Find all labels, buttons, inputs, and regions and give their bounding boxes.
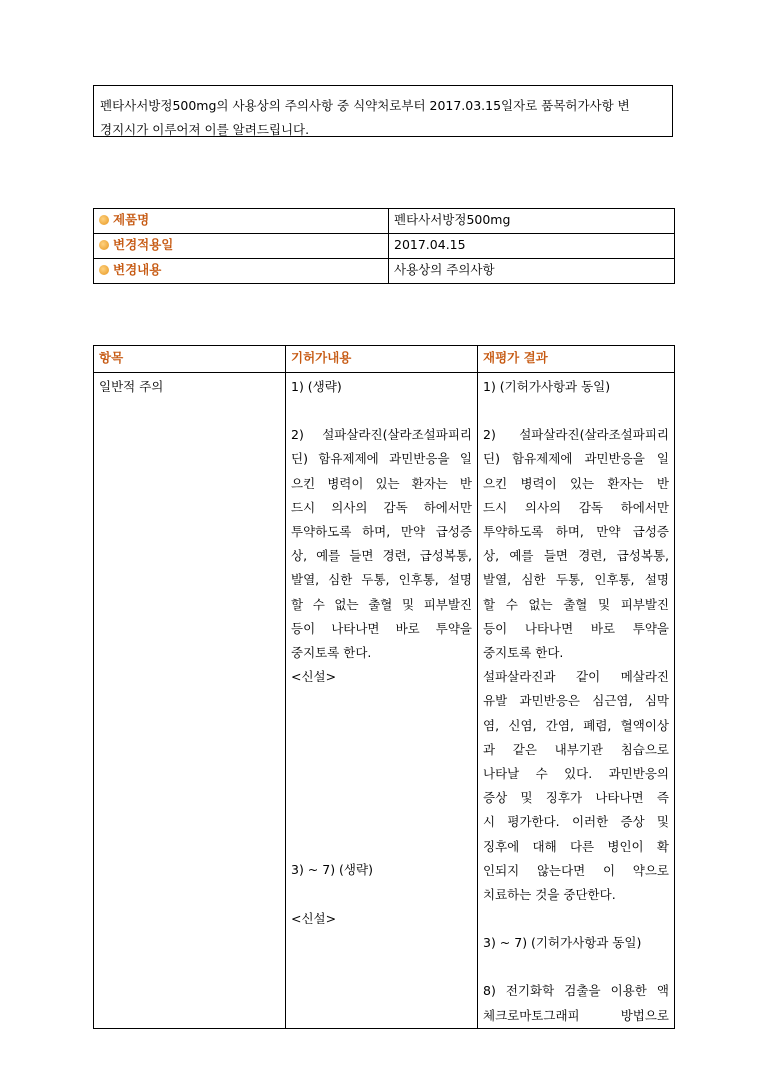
notice-line-1: 펜타사서방정500mg의 사용상의 주의사항 중 식약처로부터 2017.03.15일자로 품목허가사항 변: [100, 98, 630, 113]
reeval-add-line: 나타날 수 있다. 과민반응의: [483, 766, 669, 782]
approved-new-1: <신설>: [291, 669, 337, 685]
info-row-content: [94, 259, 675, 284]
header-approved: 기허가내용: [286, 346, 478, 373]
approved-p2-line: 딘) 함유제제에 과민반응을 일: [291, 451, 472, 467]
approved-p2-line: 상, 예를 들면 경련, 급성복통,: [291, 548, 472, 564]
reeval-p2-line: 드시 의사의 감독 하에서만: [483, 499, 669, 515]
info-value-product: 펜타사서방정500mg: [389, 209, 675, 234]
reeval-p2-last: 중지토록 한다.: [483, 645, 564, 661]
bullet-icon: [99, 240, 109, 250]
header-item: 항목: [94, 346, 286, 373]
approved-p2-line: 으킨 병력이 있는 환자는 반: [291, 475, 472, 491]
reeval-p2-line: 상, 예를 들면 경련, 급성복통,: [483, 548, 669, 564]
reeval-add-line: 설파살라진과 같이 메살라진: [483, 669, 669, 685]
reeval-p2-line: 할 수 없는 출혈 및 피부발진: [483, 596, 669, 612]
bullet-icon: [99, 215, 109, 225]
reeval-p2-line: 2) 설파살라진(살라조설파피리: [483, 427, 669, 443]
reeval-add-line: 인되지 않는다면 이 약으로: [483, 862, 669, 878]
header-row: [94, 346, 675, 373]
bullet-icon: [99, 265, 109, 275]
body-row: [94, 373, 675, 1029]
info-label-product: 제품명: [113, 212, 150, 227]
reeval-p2-line: 등이 나타나면 바로 투약을: [483, 620, 669, 636]
reeval-add-line: 시 평가한다. 이러한 증상 및: [483, 814, 669, 830]
reeval-add-line: 염, 신염, 간염, 폐렴, 혈액이상: [483, 717, 669, 733]
reeval-p2-line: 발열, 심한 두통, 인후통, 설명: [483, 572, 669, 588]
reeval-add-last: 치료하는 것을 중단한다.: [483, 887, 616, 903]
reevaluation-cell: [478, 373, 675, 1029]
info-value-content: 사용상의 주의사항: [389, 259, 675, 284]
reeval-p8-line: 8) 전기화학 검출을 이용한 액: [483, 983, 669, 999]
approved-p2-line: 등이 나타나면 바로 투약을: [291, 620, 472, 636]
approved-p2-line: 발열, 심한 두통, 인후통, 설명: [291, 572, 472, 588]
approved-p2-line: 2) 설파살라진(살라조설파피리: [291, 427, 472, 443]
info-label-content: 변경내용: [113, 262, 162, 277]
product-info-table: [93, 208, 675, 284]
approved-cell: [286, 373, 478, 1029]
reeval-p2-line: 으킨 병력이 있는 환자는 반: [483, 475, 669, 491]
reeval-p8-line: 체크로마토그래피 방법으로: [483, 1007, 669, 1023]
notice-box: [93, 85, 673, 137]
header-reevaluation: 재평가 결과: [478, 346, 675, 373]
info-label-date: 변경적용일: [113, 237, 174, 252]
approved-p2-line: 투약하도록 하며, 만약 급성증: [291, 524, 472, 540]
info-row-date: [94, 234, 675, 259]
info-row-product: [94, 209, 675, 234]
approved-p2-last: 중지토록 한다.: [291, 645, 372, 661]
reeval-p1: 1) (기허가사항과 동일): [483, 379, 611, 394]
info-value-date: 2017.04.15: [389, 234, 675, 259]
approved-p3: 3) ~ 7) (생략): [291, 862, 373, 878]
reeval-add-line: 증상 및 징후가 나타나면 즉: [483, 790, 669, 806]
reeval-p2-line: 투약하도록 하며, 만약 급성증: [483, 524, 669, 540]
reeval-p3: 3) ~ 7) (기허가사항과 동일): [483, 935, 642, 951]
reeval-add-line: 유발 과민반응은 심근염, 심막: [483, 693, 669, 709]
approved-p2-line: 드시 의사의 감독 하에서만: [291, 499, 472, 515]
notice-line-2: 경지시가 이루어져 이를 알려드립니다.: [100, 122, 310, 137]
reeval-add-line: 징후에 대해 다른 병인이 확: [483, 838, 669, 854]
reeval-add-line: 과 같은 내부기관 침습으로: [483, 741, 669, 757]
comparison-table: [93, 345, 675, 1029]
reeval-p2-line: 딘) 함유제제에 과민반응을 일: [483, 451, 669, 467]
approved-new-2: <신설>: [291, 910, 337, 926]
approved-p1: 1) (생략): [291, 379, 342, 394]
approved-p2-line: 할 수 없는 출혈 및 피부발진: [291, 596, 472, 612]
category-cell: 일반적 주의: [94, 373, 286, 1029]
